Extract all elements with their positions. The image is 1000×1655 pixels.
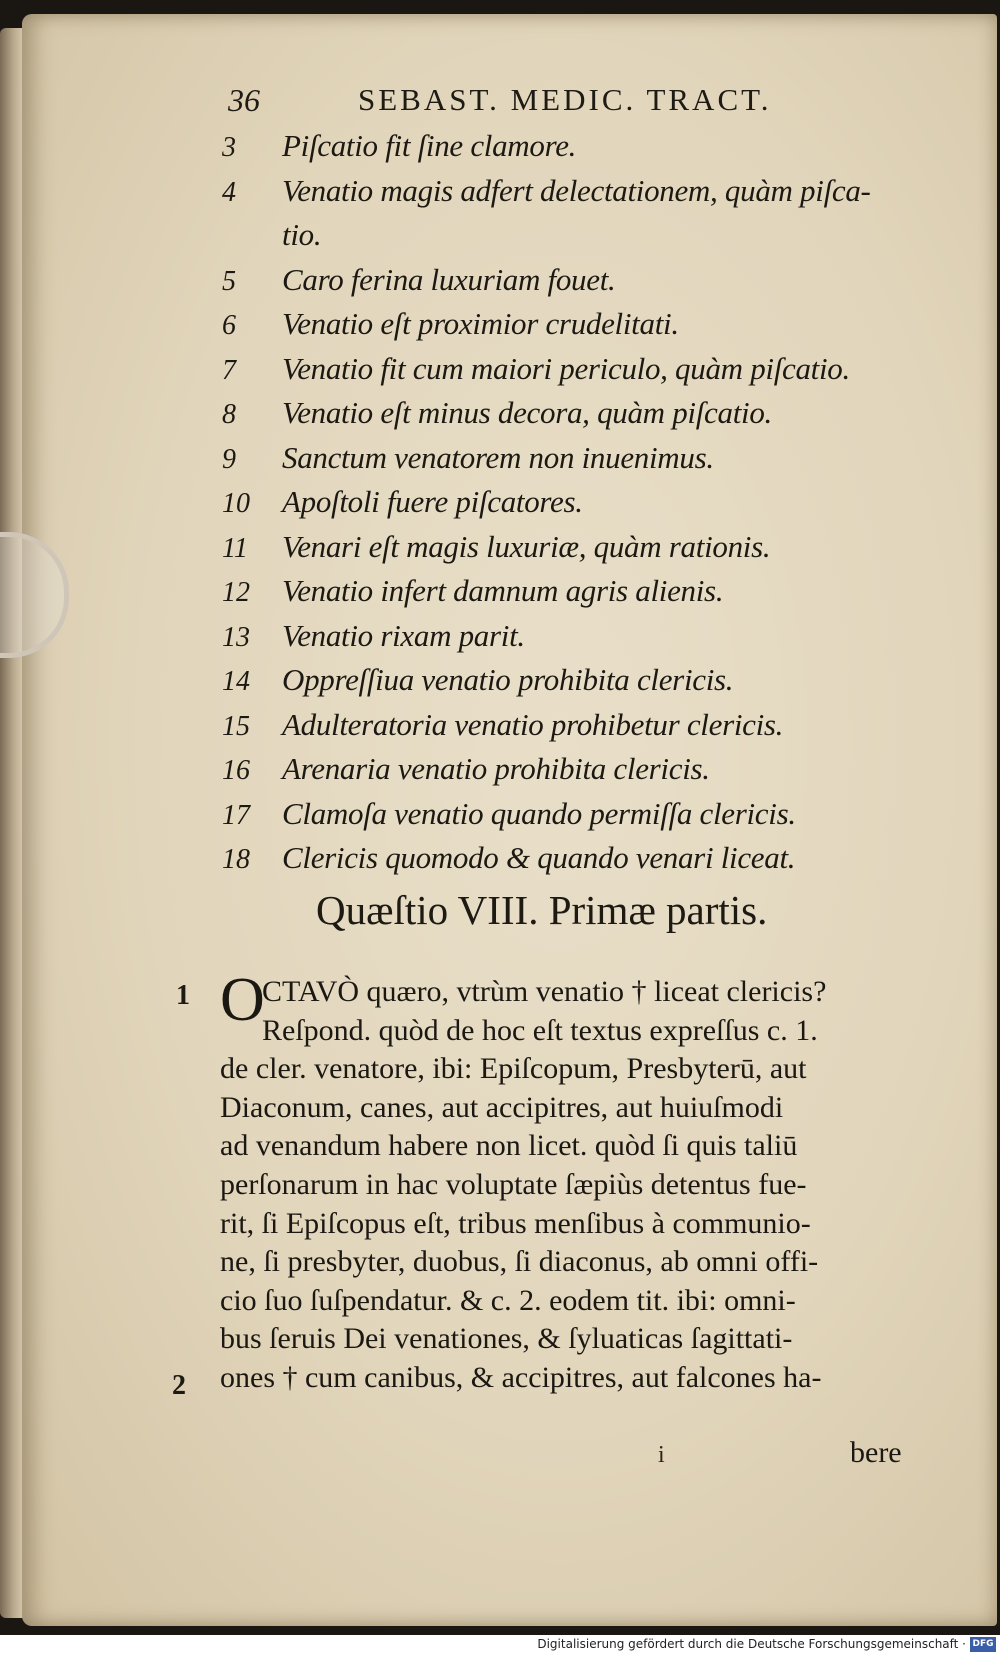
summary-item <box>222 351 942 396</box>
summary-item <box>222 529 942 574</box>
line-text: cio ſuo ſuſpendatur. & c. 2. eodem tit. ibi: omni- <box>220 1283 796 1317</box>
footer-credit: Digitalisierung gefördert durch die Deutsche Forschungsgemeinschaft · <box>537 1637 966 1651</box>
summary-item <box>222 217 942 262</box>
summary-item <box>222 796 942 841</box>
text-line <box>220 1322 920 1361</box>
summary-number: 11 <box>222 532 248 564</box>
summary-item <box>222 840 942 885</box>
summary-number: 4 <box>222 176 236 208</box>
summary-text: Piſcatio fit ſine clamore. <box>282 128 577 163</box>
summary-text: Apoſtoli fuere piſcatores. <box>282 484 583 519</box>
signature-mark: i <box>658 1442 665 1468</box>
drop-cap: O <box>220 966 265 1034</box>
summary-number: 5 <box>222 265 236 297</box>
summary-text: Caro ferina luxuriam fouet. <box>282 261 616 297</box>
running-title: SEBAST. MEDIC. TRACT. <box>358 82 772 117</box>
line-text: ones † cum canibus, & accipitres, aut falcones ha- <box>220 1360 822 1394</box>
body-text <box>220 966 920 1400</box>
line-text: ad venandum habere non licet. quòd ſi quis taliū <box>220 1129 798 1163</box>
summary-text: Sanctum venatorem non inuenimus. <box>282 439 714 475</box>
text-line <box>220 1361 920 1400</box>
footer-bar <box>0 1635 1000 1655</box>
text-line <box>220 1129 920 1168</box>
summary-item <box>222 395 942 440</box>
summary-text: Venatio magis adfert delectationem, quàm piſca- <box>282 172 871 208</box>
summary-item <box>222 306 942 351</box>
text-line <box>220 1052 920 1091</box>
text-line <box>220 1207 920 1246</box>
summary-text: Arenaria venatio prohibita clericis. <box>282 751 710 786</box>
line-text: bus ſeruis Dei venationes, & ſyluaticas ſagittati- <box>220 1322 793 1356</box>
line-text: de cler. venatore, ibi: Epiſcopum, Presbyterū, aut <box>220 1052 807 1086</box>
text-line <box>220 1245 920 1284</box>
summary-item <box>222 440 942 485</box>
line-text: Diaconum, canes, aut accipitres, aut huiuſmodi <box>220 1090 784 1124</box>
summary-list <box>222 128 942 885</box>
margin-note-2: 2 <box>172 1370 186 1401</box>
summary-number: 13 <box>222 621 250 653</box>
summary-number: 10 <box>222 488 250 519</box>
summary-item <box>222 751 942 796</box>
summary-item <box>222 173 942 218</box>
line-text: ne, ſi presbyter, duobus, ſi diaconus, ab omni offi- <box>220 1245 819 1279</box>
line-text: perſonarum in hac voluptate ſæpiùs detentus fue- <box>220 1167 807 1201</box>
section-heading: Quæſtio VIII. Primæ partis. <box>316 887 768 933</box>
text-line <box>220 1091 920 1130</box>
summary-number: 8 <box>222 399 236 430</box>
summary-item <box>222 618 942 663</box>
summary-number: 18 <box>222 844 250 875</box>
summary-text: Venatio infert damnum agris alienis. <box>282 573 724 608</box>
summary-text: Venari eſt magis luxuriæ, quàm rationis. <box>282 528 771 564</box>
summary-number: 6 <box>222 310 236 341</box>
summary-item <box>222 484 942 529</box>
catchword: bere <box>850 1436 902 1469</box>
summary-number: 17 <box>222 799 250 831</box>
summary-text: Venatio eſt minus decora, quàm piſcatio. <box>282 395 772 430</box>
line-text: rit, ſi Epiſcopus eſt, tribus menſibus à communio- <box>220 1206 811 1240</box>
summary-number: 12 <box>222 577 250 608</box>
text-line <box>220 1284 920 1323</box>
page-number: 36 <box>228 82 260 118</box>
summary-number: 3 <box>222 132 236 163</box>
summary-item <box>222 662 942 707</box>
summary-number: 14 <box>222 666 250 697</box>
summary-text: Venatio rixam parit. <box>282 617 525 653</box>
summary-text: Venatio fit cum maiori periculo, quàm piſcatio. <box>282 350 850 386</box>
line-text: CTAVÒ quæro, vtrùm venatio † liceat clericis? <box>262 975 827 1008</box>
summary-item <box>222 707 942 752</box>
summary-item <box>222 128 942 173</box>
summary-item <box>222 262 942 307</box>
summary-text: Venatio eſt proximior crudelitati. <box>282 306 679 341</box>
summary-number: 9 <box>222 443 236 475</box>
text-line <box>220 1168 920 1207</box>
text-line <box>220 1014 920 1053</box>
summary-text: Oppreſſiua venatio prohibita clericis. <box>282 662 734 697</box>
summary-number: 7 <box>222 354 236 386</box>
summary-number: 16 <box>222 755 250 786</box>
summary-text: Clamoſa venatio quando permiſſa clericis. <box>282 795 796 831</box>
summary-text: tio. <box>282 217 322 252</box>
summary-number: 15 <box>222 710 250 742</box>
summary-item <box>222 573 942 618</box>
summary-text: Clericis quomodo & quando venari liceat. <box>282 840 796 875</box>
dfg-logo-icon: DFG <box>970 1637 996 1652</box>
summary-text: Adulteratoria venatio prohibetur clericis. <box>282 706 784 742</box>
line-text: Reſpond. quòd de hoc eſt textus expreſſus c. 1. <box>262 1013 818 1047</box>
margin-note-1: 1 <box>176 980 190 1011</box>
